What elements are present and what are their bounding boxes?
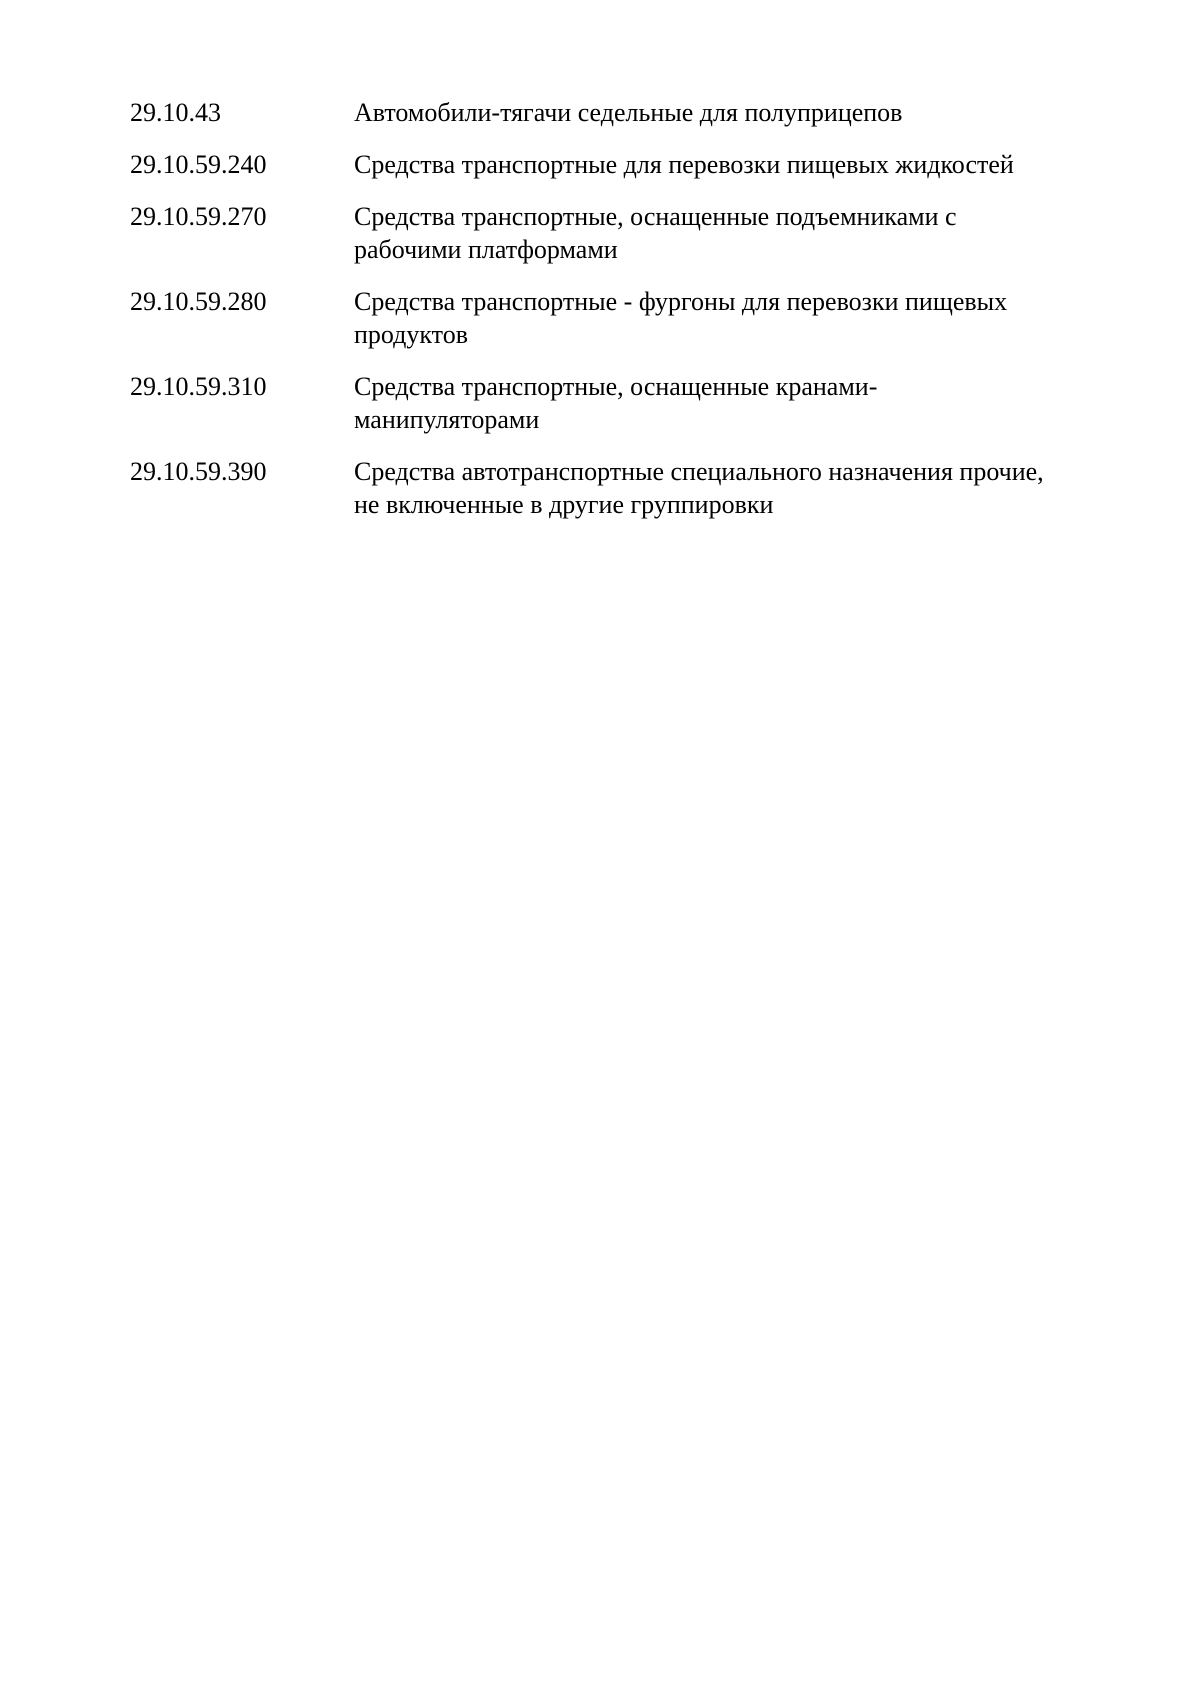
item-description bbox=[354, 370, 1114, 436]
item-description-line: Средства транспортные, оснащенные подъемниками с bbox=[354, 202, 957, 231]
list-item bbox=[130, 200, 1130, 266]
classification-code-list bbox=[130, 96, 1130, 540]
list-item bbox=[130, 455, 1130, 521]
list-item bbox=[130, 96, 1130, 129]
list-item bbox=[130, 370, 1130, 436]
item-description bbox=[354, 148, 1114, 181]
item-description-line: Средства автотранспортные специального назначения прочие, bbox=[354, 457, 1044, 486]
item-description-line: Средства транспортные, оснащенные кранами- bbox=[354, 372, 878, 401]
item-description bbox=[354, 285, 1114, 351]
item-description-line: Автомобили-тягачи седельные для полуприцепов bbox=[354, 98, 903, 127]
item-description-line: рабочими платформами bbox=[354, 235, 618, 264]
item-description bbox=[354, 200, 1114, 266]
item-description-line: манипуляторами bbox=[354, 405, 540, 434]
item-code: 29.10.59.240 bbox=[130, 150, 267, 179]
item-description-line: Средства транспортные для перевозки пищевых жидкостей bbox=[354, 150, 1014, 179]
item-code: 29.10.59.390 bbox=[130, 457, 267, 486]
item-description bbox=[354, 96, 1114, 129]
item-description-line: не включенные в другие группировки bbox=[354, 490, 774, 519]
list-item bbox=[130, 148, 1130, 181]
list-item bbox=[130, 285, 1130, 351]
item-code: 29.10.59.310 bbox=[130, 372, 267, 401]
item-description-line: Средства транспортные - фургоны для перевозки пищевых bbox=[354, 287, 1008, 316]
item-code: 29.10.59.270 bbox=[130, 202, 267, 231]
item-description bbox=[354, 455, 1114, 521]
item-code: 29.10.59.280 bbox=[130, 287, 267, 316]
item-description-line: продуктов bbox=[354, 320, 468, 349]
item-code: 29.10.43 bbox=[130, 98, 221, 127]
